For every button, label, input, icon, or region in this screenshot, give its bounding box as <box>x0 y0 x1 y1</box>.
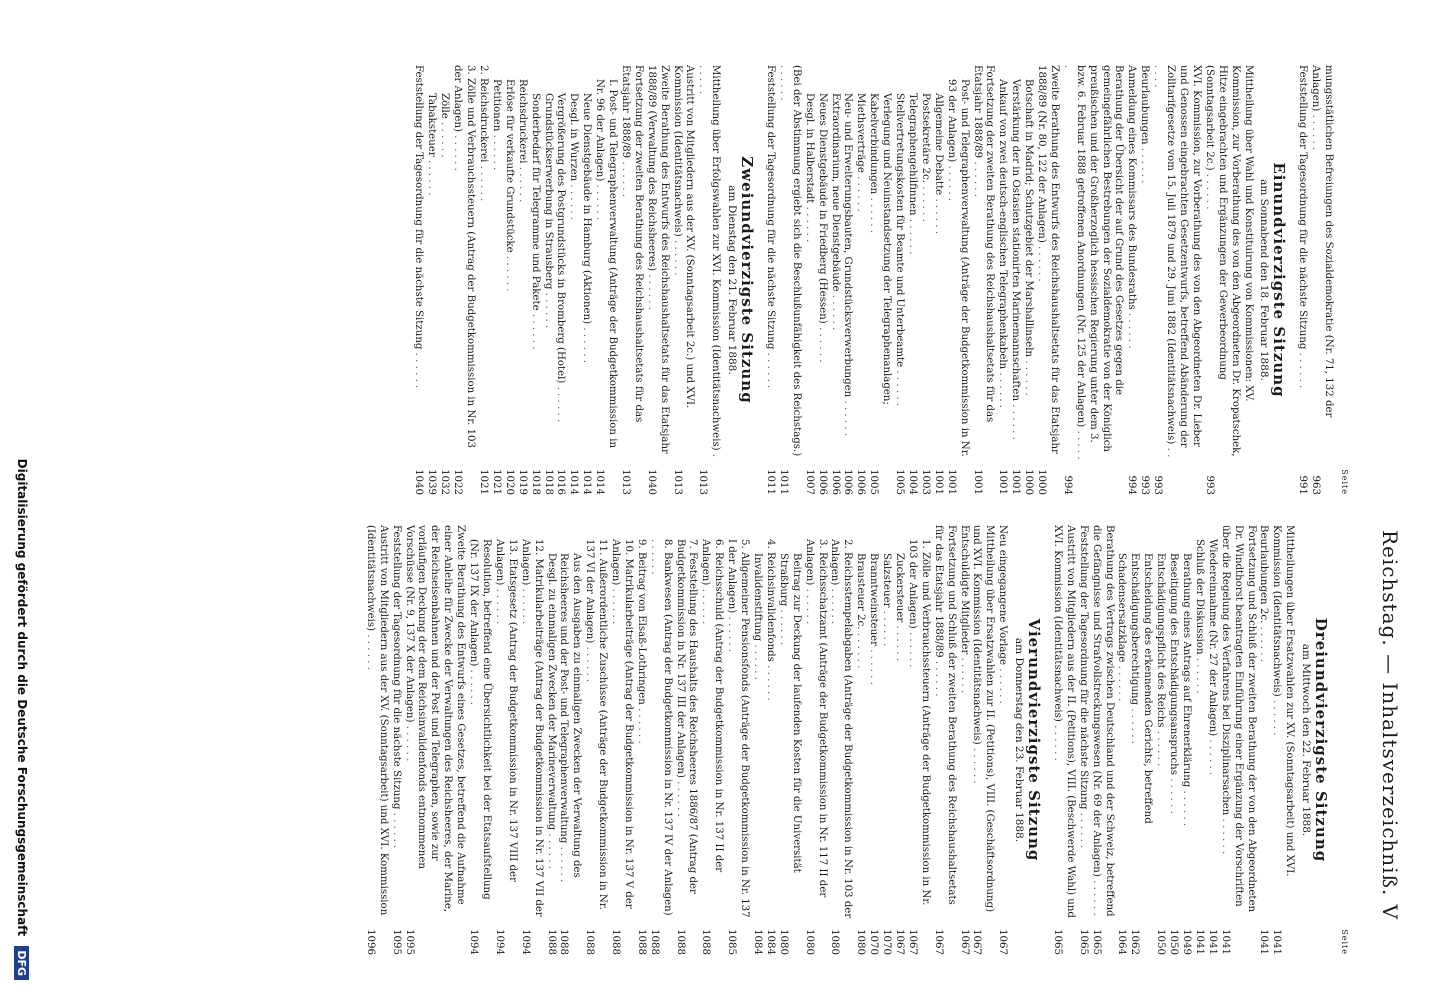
toc-entry <box>905 65 918 495</box>
toc-entry-page: 991 <box>1297 475 1309 495</box>
toc-entry <box>544 525 557 955</box>
toc-entry-text: Berathung eines Antrags auf Ehrenerklärung . . . <box>1179 553 1192 921</box>
toc-entry <box>670 65 696 495</box>
toc-entry <box>466 525 492 955</box>
session-heading: Einundvierzigste Sitzung <box>1270 162 1289 398</box>
toc-entry-text: Feststellung der Tagesordnung für die nächste Sitzung . . . <box>389 525 402 921</box>
toc-entry <box>592 65 618 495</box>
toc-entry-text: Beurlaubungen . . . <box>1137 65 1150 461</box>
toc-entry <box>402 525 467 955</box>
toc-entry-page: 1019 <box>516 469 528 495</box>
toc-entry-text: Feststellung der Tagesordnung für die nächste Sitzung . . . <box>1076 525 1089 921</box>
toc-entry <box>1050 525 1076 955</box>
session-heading: Zweiundvierzigste Sitzung <box>738 156 757 404</box>
toc-entry-page: 1014 <box>594 469 606 495</box>
toc-entry-page: 1021 <box>490 469 502 495</box>
toc-entry <box>957 525 970 955</box>
toc-entry-page: 1096 <box>364 929 376 955</box>
toc-entry <box>841 65 854 495</box>
toc-entry-page: 1001 <box>997 469 1009 495</box>
toc-entry-text: Schadensersatzklage . . . <box>1115 553 1128 921</box>
toc-entry <box>931 525 957 955</box>
toc-entry <box>1128 525 1154 955</box>
toc-entry-page: 1011 <box>777 469 789 495</box>
toc-entry-page: 994 <box>1126 475 1138 495</box>
toc-entry-text: Post- und Telegraphenverwaltung (Anträge der Budgetkommission in Nr. 93 der Anlagen) . . . <box>944 79 970 461</box>
toc-entry <box>515 65 528 495</box>
toc-entry-page: 1085 <box>726 929 738 955</box>
toc-entry <box>699 525 725 955</box>
toc-entry-text: 4. Reichsinvalidenfonds . . . <box>763 539 776 921</box>
toc-entry-page: 1039 <box>426 469 438 495</box>
toc-entry-page: 1005 <box>868 469 880 495</box>
toc-entry-text: Zweite Berathung des Entwurfs des Reichshaushaltsetats für das Etatsjahr 1888/89 (Nr. 80, 122 der Anlagen) . . . <box>1034 65 1060 461</box>
toc-entry <box>866 525 879 955</box>
toc-entry-text: Zölle . . . <box>437 93 450 461</box>
toc-entry <box>1089 525 1115 955</box>
toc-entry-text: 12. Matrikularbeiträge (Antrag der Budgetkommission in Nr. 137 VII der Anlagen) . . . <box>518 539 544 921</box>
toc-entry-text: Reichsdruckerei . . . <box>515 79 528 461</box>
toc-entry <box>970 525 996 955</box>
toc-entry-page: 1067 <box>997 929 1009 955</box>
toc-entry-text: 3. Zölle und Verbrauchssteuern (Antrag der Budgetkommission in Nr. 103 der Anlagen) . . . <box>450 65 476 461</box>
toc-entry-text: (Bei der Abstimmung ergiebt sich die Beschlußunfähigkeit des Reichstags.) . . . <box>776 65 802 461</box>
toc-entry-text: Desgl. in Wurzen . . . <box>566 93 579 461</box>
toc-entry-text: Telegraphengehilfinnen . . . <box>905 93 918 461</box>
toc-entry-text: Anmeldung eines Kommissars des Bundesraths . . . <box>1125 65 1138 461</box>
toc-entry-page: 1013 <box>697 469 709 495</box>
toc-entry-text: Tabaksteuer . . . <box>424 93 437 461</box>
toc-entry-text: Neue Dienstgebäude in Hamburg (Aktionen) . . . <box>579 93 592 461</box>
toc-entry <box>1202 65 1254 495</box>
toc-entry-page: 963 <box>1310 475 1322 495</box>
toc-entry-page: 1088 <box>635 929 647 955</box>
toc-entry-text: mungsstätlichen Befreiungen des Sozialdemokratie (Nr. 71, 132 der Anlagen) . . . <box>1308 65 1334 461</box>
toc-entry-text: Salzsteuer . . . <box>879 553 892 921</box>
toc-entry-page: 1001 <box>1010 469 1022 495</box>
toc-entry-page: 1041 <box>1271 929 1283 955</box>
toc-entry-text: Desgl. in Halberstadt . . . <box>802 93 815 461</box>
toc-entry <box>879 525 892 955</box>
toc-entry-page: 1013 <box>619 469 631 495</box>
toc-entry <box>750 525 763 955</box>
toc-entry-page: 1088 <box>648 929 660 955</box>
toc-entry <box>815 65 828 495</box>
toc-entry-page: 1041 <box>1193 929 1205 955</box>
dfg-logo: DFG <box>14 946 29 980</box>
toc-entry-page: 1032 <box>439 469 451 495</box>
toc-entry <box>763 525 776 955</box>
toc-entry-text: Miethsverträge . . . <box>853 93 866 461</box>
toc-entry-page: 1065 <box>1077 929 1089 955</box>
session-date: am Dienstag den 21. Februar 1888. <box>726 185 739 375</box>
toc-entry-text: 8. Bankwesen (Antrag der Budgetkommission in Nr. 137 IV der Anlagen) . . . <box>647 539 673 921</box>
toc-entry-text: 3. Reichsschatzamt (Anträge der Budgetkommission in Nr. 117 II der Anlagen) . . . <box>802 539 828 921</box>
toc-entry-text: Neues Dienstgebäude in Friedberg (Hessen) . . . <box>815 93 828 461</box>
running-head-title: Reichstag. — Inhaltsverzeichniß. <box>1378 530 1402 897</box>
toc-entry-text: Berathung der Übersicht der auf Grund des Gesetzes gegen die gemeingefährlichen Bestrebungen der Sozialdemokratie von der Königlich preußischen und der Großherzoglich hessischen Regierung unter dem 3. bzw. 6. Februar 1888 getroffenen Anordnungen (Nr. 125 der Anlagen) . . . <box>1060 65 1125 461</box>
toc-entry <box>1137 65 1150 495</box>
toc-entry <box>579 65 592 495</box>
toc-entry-text: Austritt von Mitgliedern aus der II. (Petitions), VIII. (Beschwerde Wahl) und XVI. Kommission (Identitätsnachweis) . . . <box>1050 525 1076 921</box>
toc-entry-page: 1050 <box>1155 929 1167 955</box>
toc-entry-page: 1022 <box>452 469 464 495</box>
toc-entry <box>828 65 841 495</box>
toc-entry <box>608 525 634 955</box>
toc-entry-page: 1067 <box>958 929 970 955</box>
toc-entry-text: Feststellung der Tagesordnung für die nächste Sitzung . . . <box>412 65 425 461</box>
toc-entry <box>828 525 854 955</box>
toc-entry-page: 1088 <box>610 929 622 955</box>
toc-entry-page: 1070 <box>881 929 893 955</box>
toc-entry-text: Aus den Ausgaben zu einmaligen Zwecken der Verwaltung des Reichsheeres und der Post- und Telegraphenverwaltung . . . <box>557 553 583 921</box>
toc-entry-page: 1041 <box>1219 929 1231 955</box>
footer-text: Digitalisierung gefördert durch die Deutsche Forschungsgemeinschaft <box>15 458 29 937</box>
toc-entry-page: 1006 <box>855 469 867 495</box>
toc-entry <box>502 65 515 495</box>
toc-entry-text: Verstärkung der in Ostasien stationirten Marinemannschaften . . . <box>1008 79 1021 461</box>
toc-entry-text: 13. Etatsgesetz (Antrag der Budgetkommission in Nr. 137 VIII der Anlagen) . . . <box>492 539 518 921</box>
toc-entry-page: 1094 <box>468 929 480 955</box>
toc-entry <box>389 525 402 955</box>
toc-entry-page: 1040 <box>645 469 657 495</box>
toc-entry-page: 1000 <box>1036 469 1048 495</box>
toc-entry-text: Feststellung der Tagesordnung für die nächste Sitzung . . . <box>763 65 776 461</box>
toc-entry-page: 1018 <box>529 469 541 495</box>
toc-entry <box>853 65 866 495</box>
toc-entry-page: 1007 <box>803 469 815 495</box>
toc-entry-page: 1080 <box>855 929 867 955</box>
toc-entry <box>776 525 802 955</box>
toc-entry-text: XVI. Kommission, zur Vorberathung des von den Abgeordneten Dr. Lieber und Genossen eingebrachten Gesetzentwurfs, betreffend Abänderung der Zolltarifgesetze vom 15. Juli 1879 und 29. Juni 1882 (Identitätsnachweis) . . . <box>1150 65 1202 461</box>
toc-entry <box>1021 65 1034 495</box>
toc-entry <box>647 525 673 955</box>
toc-entry-page: 994 <box>1061 475 1073 495</box>
right-entry-list <box>363 525 1331 955</box>
toc-entry <box>905 525 931 955</box>
toc-entry-page: 1016 <box>555 469 567 495</box>
toc-entry-text: Desgl. zu einmaligen Zwecken der Marineverwaltung . . . <box>544 553 557 921</box>
toc-entry-text: Mittheilung über Erfolgswahlen zur XVI. Kommission (Identitätsnachweis) . . . <box>696 65 722 461</box>
left-column <box>36 65 1350 495</box>
toc-entry-text: Mittheilungen über Ersatzwahlen zur XV. (Sonntagsarbeit) und XVI. Kommission (Identitätsnachweis) . . . <box>1269 525 1295 921</box>
running-head-page-number: V <box>1378 904 1402 920</box>
toc-entry <box>918 65 931 495</box>
toc-entry-text: 5. Allgemeiner Pensionsfonds (Anträge der Budgetkommission in Nr. 137 I der Anlagen) . . . <box>724 539 750 921</box>
toc-entry-text: Zuckersteuer . . . <box>892 553 905 921</box>
toc-entry-text: Grundstückserwerbung in Strausberg . . . <box>541 93 554 461</box>
toc-entry-text: Verlegung und Neuinstandsetzung der Telegraphenanlagen; Kabelverbindungen . . . <box>866 93 892 461</box>
toc-entry <box>634 525 647 955</box>
toc-entry <box>412 65 425 495</box>
toc-entry-page: 1067 <box>906 929 918 955</box>
toc-entry-text: Berathung des Vertrags zwischen Deutschland und der Schweiz, betreffend die Gefängnisse und Strafvollstreckungswesen (Nr. 69 der Anlagen) . . . <box>1089 525 1115 921</box>
session-heading: Vierundvierzigste Sitzung <box>1025 618 1044 862</box>
toc-entry-page: 1041 <box>1258 929 1270 955</box>
toc-entry-text: Invalidenstiftung . . . <box>750 553 763 921</box>
toc-entry-page: 1064 <box>1116 929 1128 955</box>
toc-entry-text: Neu eingegangene Vorlage . . . <box>995 525 1008 921</box>
toc-entry-page: 1013 <box>671 469 683 495</box>
toc-entry-page: 1014 <box>568 469 580 495</box>
session-heading: Dreiundvierzigste Sitzung <box>1312 617 1331 863</box>
toc-entry-text: Ankauf von zwei deutsch-englischen Telegraphenkabeln . . . <box>995 79 1008 461</box>
toc-entry-text: Allgemeine Debatte . . . <box>931 93 944 461</box>
toc-entry-page: 1049 <box>1181 929 1193 955</box>
toc-entry-page: 1088 <box>700 929 712 955</box>
toc-entry-page: 1020 <box>503 469 515 495</box>
toc-entry <box>644 65 670 495</box>
toc-entry-text: Neu- und Erweiterungsbauten, Grundstücksverwerbungen . . . <box>841 93 854 461</box>
toc-entry-text: Fortsetzung der zweiten Berathung des Reichshaushaltsetats für das Etatsjahr 1888/89 . . . <box>618 65 644 461</box>
session-date: am Donnerstag den 23. Februar 1888. <box>1013 637 1026 843</box>
toc-entry <box>970 65 996 495</box>
toc-entry-text: Austritt von Mitgliedern aus der XV. (Sonntagsarbeit 2c.) und XVI. Kommission (Identitätsnachweis) . . . <box>670 65 696 461</box>
toc-entry-text: Entschuldigte Mitglieder . . . <box>957 525 970 921</box>
toc-entry-text: Beitrag zur Deckung der laufenden Kosten für die Universität Straßburg . . . <box>776 553 802 921</box>
toc-entry <box>557 525 583 955</box>
toc-entry-page: 993 <box>1152 475 1164 495</box>
toc-entry-page: 1014 <box>581 469 593 495</box>
toc-entry <box>673 525 699 955</box>
toc-entry-text: Fortsetzung der zweiten Berathung des Reichshaushaltsetats für das Etatsjahr 1888/89 . . . <box>970 65 996 461</box>
toc-entry-text: Postsekretäre 2c. . . . <box>918 93 931 461</box>
toc-entry-text: 7. Feststellung des Haushalts des Reichsheeres 1886/87 (Antrag der Budgetkommission in Nr. 137 III der Anlagen) . . . <box>673 539 699 921</box>
toc-entry <box>1257 525 1270 955</box>
toc-entry-page: 1006 <box>842 469 854 495</box>
toc-entry <box>1205 525 1218 955</box>
toc-entry-text: Erlöse für verkaufte Grundstücke . . . <box>502 79 515 461</box>
toc-entry-page: 1062 <box>1129 929 1141 955</box>
toc-entry-text: Austritt von Mitgliedern aus der XV. (Sonntagsarbeit) und XVI. Kommission (Identitätsnachweis) . . . <box>363 525 389 921</box>
toc-entry-text: 9. Beitrag von Elsaß-Lothringen . . . <box>634 539 647 921</box>
toc-entry-page: 1067 <box>932 929 944 955</box>
toc-entry-text: Beseitigung des Entschädigungsanspruchs . . . <box>1166 553 1179 921</box>
running-head <box>1366 60 1406 920</box>
toc-entry-page: 1067 <box>894 929 905 955</box>
toc-entry-page: 1094 <box>493 929 505 955</box>
toc-entry-page: 1021 <box>478 469 489 495</box>
toc-entry <box>1150 65 1202 495</box>
toc-entry <box>944 65 970 495</box>
dfg-footer <box>14 20 29 980</box>
toc-entry <box>724 525 750 955</box>
toc-entry <box>492 525 518 955</box>
toc-entry-text: Extraordinarium, neue Dienstgebäude . . . <box>828 93 841 461</box>
toc-entry <box>518 525 544 955</box>
toc-entry-text: Stellvertretungskosten für Beamte und Unterbeamte . . . <box>892 93 905 461</box>
toc-entry-page: 1065 <box>1051 929 1063 955</box>
toc-entry-page: 1040 <box>413 469 425 495</box>
toc-entry-text: Vergrößerung des Postgrundstücks in Bromberg (Hotel) . . . <box>554 93 567 461</box>
toc-entry-page: 1095 <box>403 929 415 955</box>
toc-entry-page: 1088 <box>674 929 686 955</box>
toc-entry-text: 1. Zölle und Verbrauchssteuern (Anträge der Budgetkommission in Nr. 103 der Anlagen) . . . <box>905 539 931 921</box>
toc-entry-text: Entscheidung des erkennenden Gerichts, betreffend Entschädigungsberechtigung . . . <box>1128 553 1154 921</box>
toc-entry-page: 1006 <box>816 469 828 495</box>
toc-entry-text: Fortsetzung und Schluß der zweiten Berathung der von den Abgeordneten Dr. Windthorst beantragten Einführung einer Ergänzung der Vorschriften über die Regelung des Verfahrens bei Disziplinarsachen . . . <box>1218 525 1257 921</box>
toc-entry-page: 1088 <box>558 929 570 955</box>
toc-entry <box>1179 525 1192 955</box>
toc-entry-text: 11. Außerordentliche Zuschüsse (Anträge der Budgetkommission in Nr. 137 VI der Anlagen) . . . <box>582 539 608 921</box>
toc-entry <box>866 65 892 495</box>
toc-entry <box>892 525 905 955</box>
toc-entry-page: 1000 <box>1023 469 1035 495</box>
toc-entry-text: Brausteuer 2c. . . . <box>853 553 866 921</box>
toc-entry-text: Zweite Berathung des Entwurfs eines Gesetzes, betreffend die Aufnahme einer Anleihe für Zwecke der Verwaltungen des Reichsheeres, der Marine, der Reichseisenbahnen und der Post und Telegraphen, sowie zur vorläufigen Deckung der dem Reichsinvalidenfonds entnommenen Vorschüsse (Nr. 9, 137 X der Anlagen) . . . <box>402 525 467 921</box>
toc-entry <box>1076 525 1089 955</box>
left-entry-list <box>412 65 1335 495</box>
toc-entry-text: Beurlaubungen 2c. . . . <box>1257 525 1270 921</box>
toc-entry-page: 1084 <box>752 929 764 955</box>
toc-entry <box>437 65 450 495</box>
toc-entry <box>802 525 828 955</box>
toc-entry-page: 1006 <box>829 469 841 495</box>
toc-entry-page: 1094 <box>519 929 531 955</box>
toc-entry-page: 1095 <box>390 929 402 955</box>
seite-label: Seite <box>1340 929 1349 955</box>
toc-entry-page: 1005 <box>894 469 906 495</box>
toc-entry-page: 1080 <box>803 929 815 955</box>
toc-entry <box>1269 525 1295 955</box>
toc-entry-text: Feststellung der Tagesordnung für die nächste Sitzung . . . <box>1295 65 1308 461</box>
toc-entry-text: Schluß der Diskussion . . . <box>1192 539 1205 921</box>
toc-entry-text: Wiedereinnahme (Nr. 27 der Anlagen) . . . <box>1205 539 1218 921</box>
right-column <box>36 525 1350 955</box>
toc-entry <box>1034 65 1060 495</box>
toc-entry-text: Mittheilung über Ersatzwahlen zur II. (Petitions), VIII. (Geschäftsordnung) und XVI. Kommission (Identitätsnachweis) . . . <box>970 525 996 921</box>
toc-entry <box>582 525 608 955</box>
toc-entry <box>566 65 579 495</box>
toc-entry-page: 1084 <box>764 929 776 955</box>
toc-entry <box>476 65 489 495</box>
toc-entry-text: Petitionen . . . <box>489 79 502 461</box>
toc-entry-text: 10. Matrikularbeiträge (Antrag der Budgetkommission in Nr. 137 V der Anlagen) . . . <box>608 539 634 921</box>
toc-entry-page: 1001 <box>945 469 957 495</box>
toc-entry <box>995 525 1008 955</box>
toc-entry-page: 993 <box>1203 475 1215 495</box>
toc-entry-text: Zweite Berathung des Entwurfs des Reichshaushaltsetats für das Etatsjahr 1888/89 (Verwaltung des Reichsheeres) . . . <box>644 65 670 461</box>
toc-entry-page: 993 <box>1139 475 1151 495</box>
toc-entry-text: 6. Reichsschuld (Antrag der Budgetkommission in Nr. 137 II der Anlagen) . . . <box>699 539 725 921</box>
toc-entry-page: 1080 <box>829 929 841 955</box>
toc-entry <box>892 65 905 495</box>
toc-entry <box>1125 65 1138 495</box>
toc-entry-page: 1070 <box>868 929 880 955</box>
session-date: am Mittwoch den 22. Februar 1888. <box>1300 643 1313 837</box>
toc-entry-page: 1001 <box>971 469 983 495</box>
toc-entry <box>1166 525 1179 955</box>
toc-entry <box>1115 525 1128 955</box>
toc-entry <box>853 525 866 955</box>
seite-label: Seite <box>1340 469 1349 495</box>
toc-entry-text: Branntweinsteuer . . . <box>866 553 879 921</box>
toc-entry-page: 1001 <box>932 469 944 495</box>
toc-entry-text: Resolution, betreffend eine Übersichtlichkeit bei der Etatsaufstellung (Nr. 137 IX der Anlagen) . . . <box>466 539 492 921</box>
toc-entry-page: 1003 <box>919 469 931 495</box>
toc-entry-page: 1067 <box>971 929 983 955</box>
toc-entry-text: 2. Reichsdruckerei . . . <box>476 65 489 461</box>
toc-entry <box>995 65 1008 495</box>
toc-entry <box>1008 65 1021 495</box>
toc-entry <box>541 65 554 495</box>
toc-entry-page: 1088 <box>584 929 596 955</box>
toc-entry <box>618 65 644 495</box>
toc-entry <box>554 65 567 495</box>
toc-entry-text: I. Post- und Telegraphenverwaltung (Anträge der Budgetkommission in Nr. 96 der Anlagen) . . . <box>592 79 618 461</box>
session-date: am Sonnabend den 18. Februar 1888. <box>1258 179 1271 381</box>
toc-entry <box>450 65 476 495</box>
toc-entry <box>1153 525 1166 955</box>
toc-entry-text: Fortsetzung und Schluß der zweiten Berathung des Reichshaushaltsetats für das Etatsjahr 1888/89 . . . <box>931 525 957 921</box>
toc-entry <box>802 65 815 495</box>
toc-entry-page: 1080 <box>777 929 789 955</box>
toc-entry <box>363 525 389 955</box>
scanned-page <box>16 20 1416 980</box>
toc-entry <box>931 65 944 495</box>
toc-entry-page: 1011 <box>765 469 777 495</box>
toc-entry <box>1060 65 1125 495</box>
toc-entry <box>1192 525 1205 955</box>
toc-entry <box>1295 65 1308 495</box>
toc-entry-text: Entschädigungspflicht des Reichs . . . <box>1153 553 1166 921</box>
toc-entry <box>763 65 776 495</box>
toc-entry <box>696 65 722 495</box>
toc-entry <box>1218 525 1257 955</box>
toc-entry-page: 1018 <box>542 469 554 495</box>
toc-entry <box>424 65 437 495</box>
toc-entry <box>1308 65 1334 495</box>
toc-entry-text: 2. Reichsstempelabgaben (Anträge der Budgetkommission in Nr. 103 der Anlagen) . . . <box>828 539 854 921</box>
toc-entry <box>528 65 541 495</box>
toc-entry-page: 1050 <box>1168 929 1180 955</box>
toc-entry-text: Mittheilung über Wahl und Konstituirung von Kommissionen: XV. Kommission, zur Vorberathung des von den Abgeordneten Dr. Kropatschek, Hitze eingebrachten und Ergänzungen der Gewerbeordnung (Sonntagsarbeit 2c.) . . . <box>1202 65 1254 461</box>
toc-entry-page: 1065 <box>1090 929 1102 955</box>
toc-entry <box>776 65 802 495</box>
toc-entry <box>489 65 502 495</box>
toc-entry-text: Sonderbedarf für Telegramme und Pakete . . . <box>528 93 541 461</box>
toc-entry-page: 1041 <box>1206 929 1218 955</box>
toc-entry-page: 1088 <box>545 929 557 955</box>
toc-entry-page: 1004 <box>907 469 918 495</box>
toc-entry-text: Botschaft in Madrid; Schutzgebiet der Marshallinseln . . . <box>1021 79 1034 461</box>
